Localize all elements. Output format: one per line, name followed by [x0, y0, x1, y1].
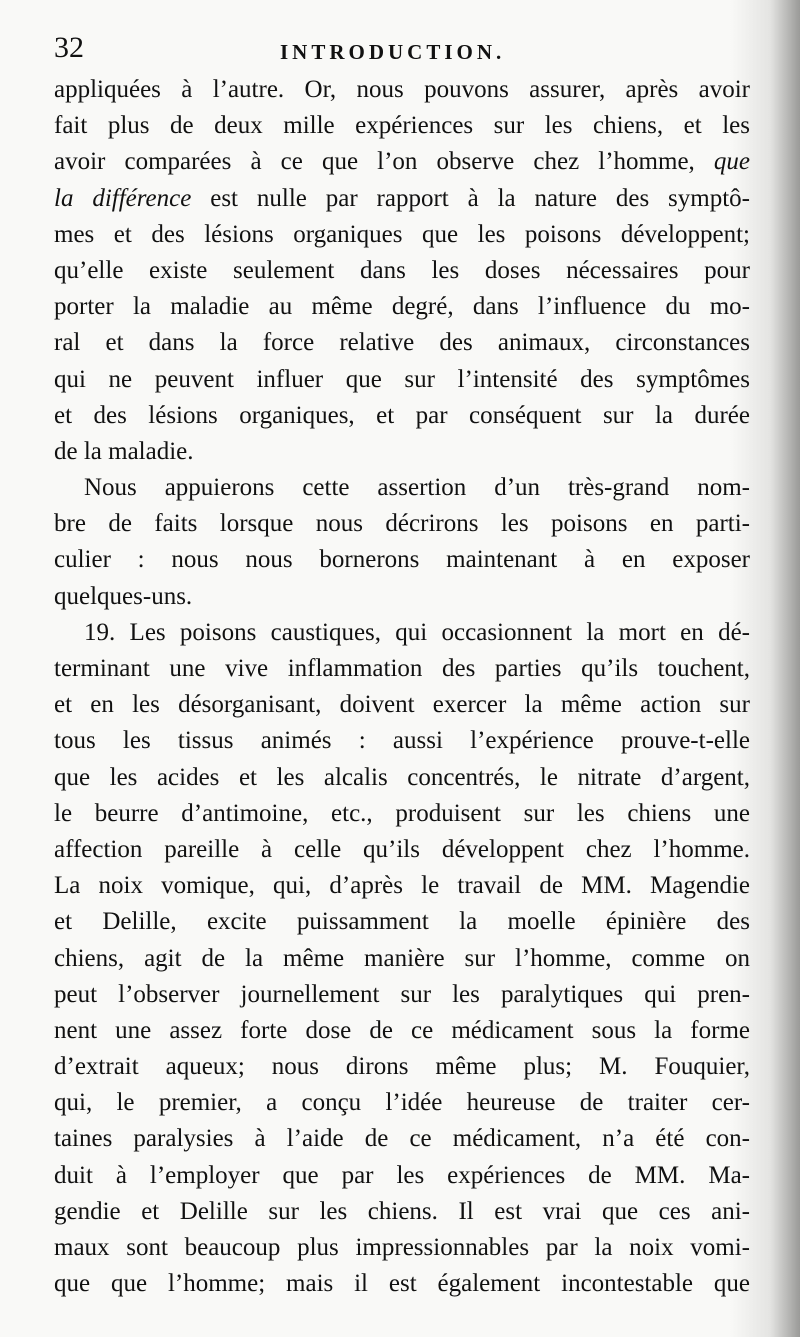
text-line: 19. Les poisons caustiques, qui occasionnent la mort en dé-	[84, 618, 750, 646]
text-line: fait plus de deux mille expériences sur les chiens, et les	[54, 112, 750, 140]
paragraph-1	[54, 72, 750, 470]
text-line	[54, 144, 750, 180]
running-title: INTRODUCTION.	[280, 40, 506, 64]
text-line: d’extrait aqueux; nous dirons même plus; M. Fouquier,	[54, 1053, 750, 1081]
text-line: nent une assez forte dose de ce médicament sous la forme	[54, 1016, 750, 1044]
text-line: affection pareille à celle qu’ils développent chez l’homme.	[54, 835, 750, 863]
text-run: est nulle par rapport à la nature des symptô-	[191, 184, 750, 212]
text-line: et des lésions organiques, et par conséquent sur la durée	[54, 401, 750, 429]
paragraph-2	[54, 470, 750, 615]
paragraph-3	[54, 615, 750, 1303]
text-line: gendie et Delille sur les chiens. Il est vrai que ces ani-	[54, 1197, 750, 1225]
text-line: de la maladie.	[54, 437, 194, 465]
text-line: Nous appuierons cette assertion d’un très-grand nom-	[84, 474, 750, 502]
text-line: qui ne peuvent influer que sur l’intensité des symptômes	[54, 365, 750, 393]
running-head	[40, 28, 780, 68]
text-line: ral et dans la force relative des animaux, circonstances	[54, 329, 750, 357]
text-line: quelques-uns.	[54, 582, 193, 610]
text-line: taines paralysies à l’aide de ce médicament, n’a été con-	[54, 1125, 750, 1153]
emphasis-text: la différence	[54, 184, 192, 212]
text-line: mes et des lésions organiques que les poisons développent;	[54, 220, 750, 248]
text-line: terminant une vive inflammation des parties qu’ils touchent,	[54, 655, 750, 682]
text-line: bre de faits lorsque nous décrirons les poisons en parti-	[54, 510, 750, 538]
text-line: le beurre d’antimoine, etc., produisent sur les chiens une	[54, 799, 750, 827]
text-line: qui, le premier, a conçu l’idée heureuse de traiter cer-	[54, 1089, 750, 1117]
text-line: appliquées à l’autre. Or, nous pouvons assurer, après avoir	[54, 76, 750, 103]
text-line: La noix vomique, qui, d’après le travail de MM. Magendie	[54, 872, 750, 900]
text-line: culier : nous nous bornerons maintenant à en exposer	[54, 546, 750, 574]
page-number: 32	[54, 31, 84, 64]
text-line: que que l’homme; mais il est également incontestable que	[54, 1270, 750, 1298]
text-line: et Delille, excite puissamment la moelle épinière des	[54, 908, 750, 936]
emphasis-text: que	[713, 148, 750, 176]
text-line: duit à l’employer que par les expériences de MM. Ma-	[54, 1161, 750, 1189]
text-line: et en les désorganisant, doivent exercer la même action sur	[54, 691, 750, 719]
text-line: peut l’observer journellement sur les paralytiques qui pren-	[54, 980, 750, 1008]
text-run: avoir comparées à ce que l’on observe chez l’homme,	[54, 148, 714, 176]
text-line: chiens, agit de la même manière sur l’homme, comme on	[54, 944, 750, 972]
text-line	[54, 181, 750, 217]
text-line: tous les tissus animés : aussi l’expérience prouve-t-elle	[54, 727, 750, 755]
text-line: que les acides et les alcalis concentrés, le nitrate d’argent,	[54, 763, 750, 791]
text-line: qu’elle existe seulement dans les doses nécessaires pour	[54, 256, 750, 284]
body-text	[54, 72, 750, 1302]
text-line: porter la maladie au même degré, dans l’influence du mo-	[54, 293, 750, 321]
text-line: maux sont beaucoup plus impressionnables par la noix vomi-	[54, 1234, 750, 1261]
